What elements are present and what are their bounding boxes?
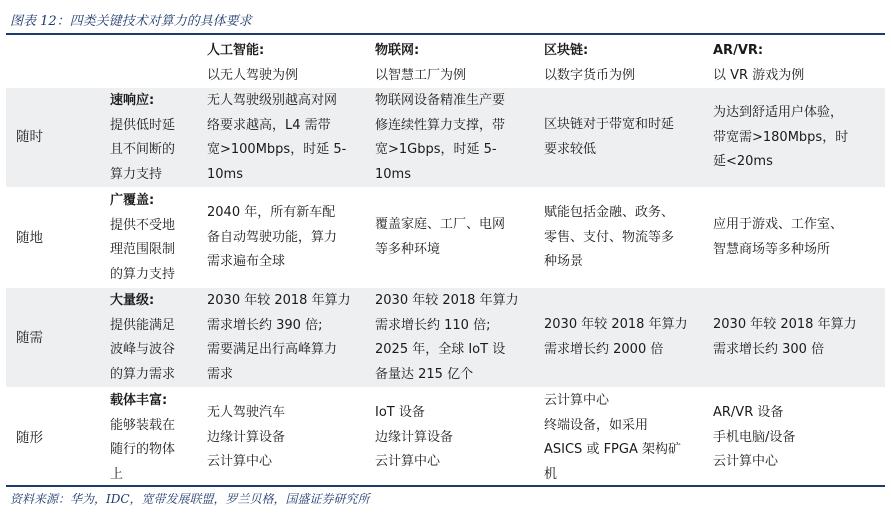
cell-line: 赋能包括金融、政务、 bbox=[544, 205, 675, 220]
cell-blockchain bbox=[544, 389, 681, 487]
header-iot bbox=[375, 39, 466, 88]
cell-line: 10ms bbox=[375, 166, 411, 182]
cell-blockchain bbox=[544, 113, 674, 162]
row-description-line: 理范围限制 bbox=[110, 242, 176, 257]
header-ai-subtitle: 以无人驾驶为例 bbox=[207, 67, 299, 83]
header-arvr-title: AR/VR: bbox=[713, 43, 764, 58]
cell-line: 云计算中心 bbox=[713, 454, 779, 469]
cell-arvr bbox=[713, 101, 848, 175]
row-description-line: 的算力支持 bbox=[110, 266, 176, 282]
cell-line: 无人驾驶汽车 bbox=[207, 405, 286, 420]
cell-line: 需求增长约 2000 倍 bbox=[544, 341, 664, 357]
row-description-title: 载体丰富: bbox=[110, 393, 168, 408]
cell-line: 修连续性算力支撑，带 bbox=[375, 117, 506, 133]
row-description-line: 算力支持 bbox=[110, 166, 163, 182]
cell-arvr bbox=[713, 401, 795, 475]
cell-line: 需要满足出行高峰算力 bbox=[207, 342, 338, 357]
row-description bbox=[110, 389, 175, 487]
cell-iot bbox=[375, 289, 519, 387]
cell-line: 2025 年，全球 IoT 设 bbox=[375, 342, 506, 357]
cell-line: 需求增长约 110 倍; bbox=[375, 317, 491, 333]
top-rule bbox=[6, 33, 885, 35]
cell-line: 2030 年较 2018 年算力 bbox=[713, 317, 857, 332]
cell-blockchain bbox=[544, 201, 674, 275]
header-iot-subtitle: 以智慧工厂为例 bbox=[375, 67, 467, 83]
cell-ai bbox=[207, 89, 346, 187]
row-description-line: 能够装载在 bbox=[110, 417, 176, 433]
cell-line: 边缘计算设备 bbox=[207, 429, 286, 445]
row-description-line: 提供能满足 bbox=[110, 317, 176, 333]
cell-line: 2030 年较 2018 年算力 bbox=[207, 293, 351, 308]
row-description bbox=[110, 89, 175, 187]
cell-iot bbox=[375, 89, 505, 187]
cell-line: 延<20ms bbox=[713, 154, 773, 169]
cell-line: 络要求越高，L4 需带 bbox=[207, 117, 331, 133]
cell-line: 备自动驾驶功能，算力 bbox=[207, 229, 338, 245]
cell-ai bbox=[207, 289, 351, 387]
header-iot-title: 物联网: bbox=[375, 43, 420, 58]
row-label: 随形 bbox=[16, 430, 43, 446]
row-description-line: 提供低时延 bbox=[110, 117, 176, 133]
row-description-line: 的算力需求 bbox=[110, 366, 176, 382]
cell-line: 应用于游戏、工作室、 bbox=[713, 217, 844, 232]
source-note: 资料来源：华为，IDC，宽带发展联盟，罗兰贝格，国盛证券研究所 bbox=[10, 492, 370, 506]
row-description bbox=[110, 189, 175, 287]
cell-ai bbox=[207, 401, 285, 475]
row-description-line: 随行的物体 bbox=[110, 442, 176, 457]
cell-line: 云计算中心 bbox=[207, 454, 273, 469]
row-label: 随时 bbox=[16, 129, 43, 145]
cell-line: 需求增长约 300 倍 bbox=[713, 341, 825, 357]
cell-line: 要求较低 bbox=[544, 141, 597, 157]
header-blockchain-title: 区块链: bbox=[544, 43, 589, 58]
cell-line: IoT 设备 bbox=[375, 405, 425, 420]
cell-line: 2030 年较 2018 年算力 bbox=[375, 293, 519, 308]
cell-line: 10ms bbox=[207, 166, 243, 182]
cell-line: 云计算中心 bbox=[375, 454, 441, 469]
row-description-title: 速响应: bbox=[110, 93, 155, 108]
cell-line: 种场景 bbox=[544, 254, 584, 269]
cell-line: 带宽需>180Mbps，时 bbox=[713, 129, 849, 145]
cell-line: 需求 bbox=[207, 366, 234, 382]
row-description bbox=[110, 289, 175, 387]
cell-line: 为达到舒适用户体验， bbox=[713, 105, 844, 120]
cell-line: 需求增长约 390 倍; bbox=[207, 317, 323, 333]
cell-line: 区块链对于带宽和时延 bbox=[544, 117, 675, 132]
header-arvr-subtitle: 以 VR 游戏为例 bbox=[713, 67, 805, 83]
cell-iot bbox=[375, 213, 505, 262]
header-ai bbox=[207, 39, 298, 88]
bottom-rule bbox=[6, 485, 885, 487]
row-description-title: 大量级: bbox=[110, 293, 155, 308]
cell-line: 无人驾驶级别越高对网 bbox=[207, 93, 338, 108]
row-description-line: 上 bbox=[110, 466, 124, 482]
row-description-line: 提供不受地 bbox=[110, 217, 176, 233]
cell-line: 物联网设备精准生产要 bbox=[375, 93, 506, 108]
cell-line: 零售、支付、物流等多 bbox=[544, 229, 675, 245]
cell-line: 2030 年较 2018 年算力 bbox=[544, 317, 688, 332]
cell-ai bbox=[207, 201, 337, 275]
cell-iot bbox=[375, 401, 453, 475]
cell-line: 机 bbox=[544, 466, 558, 482]
header-blockchain bbox=[544, 39, 635, 88]
cell-line: AR/VR 设备 bbox=[713, 405, 784, 420]
cell-arvr bbox=[713, 313, 857, 362]
cell-line: 手机电脑/设备 bbox=[713, 429, 796, 445]
row-description-title: 广覆盖: bbox=[110, 193, 155, 208]
header-arvr bbox=[713, 39, 804, 88]
cell-line: 宽>1Gbps，时延 5- bbox=[375, 142, 497, 157]
cell-line: 终端设备，如采用 bbox=[544, 417, 649, 433]
cell-line: 云计算中心 bbox=[544, 393, 610, 408]
header-blockchain-subtitle: 以数字货币为例 bbox=[544, 67, 636, 83]
row-description-line: 且不间断的 bbox=[110, 142, 176, 157]
cell-line: 2040 年，所有新车配 bbox=[207, 205, 336, 220]
cell-line: 边缘计算设备 bbox=[375, 429, 454, 445]
row-label: 随需 bbox=[16, 330, 43, 346]
cell-line: 等多种环境 bbox=[375, 241, 441, 257]
cell-line: 需求遍布全球 bbox=[207, 254, 286, 269]
figure-caption: 图表 12：四类关键技术对算力的具体要求 bbox=[10, 14, 252, 29]
cell-blockchain bbox=[544, 313, 688, 362]
header-ai-title: 人工智能: bbox=[207, 43, 265, 58]
cell-line: 智慧商场等多种场所 bbox=[713, 241, 831, 257]
cell-line: 覆盖家庭、工厂、电网 bbox=[375, 217, 506, 232]
cell-line: 宽>100Mbps，时延 5- bbox=[207, 142, 347, 157]
row-label: 随地 bbox=[16, 230, 43, 246]
cell-line: ASICS 或 FPGA 架构矿 bbox=[544, 442, 681, 457]
cell-arvr bbox=[713, 213, 843, 262]
cell-line: 备量达 215 亿个 bbox=[375, 366, 474, 382]
row-description-line: 波峰与波谷 bbox=[110, 342, 176, 357]
